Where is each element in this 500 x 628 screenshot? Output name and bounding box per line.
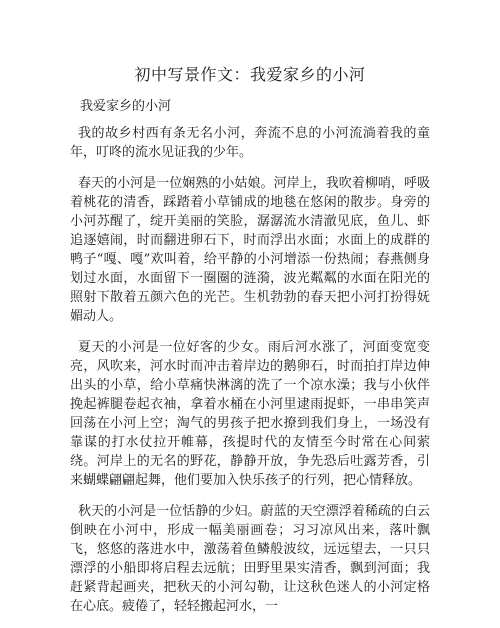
document-body: [70, 124, 430, 628]
document-subtitle: 我爱家乡的小河: [80, 99, 172, 114]
paragraph-summer: 夏天的小河是一位好客的少女。雨后河水涨了，河面变宽变亮，风吹来，河水时而冲击着岸边的鹅卵石，时而拍打岸边伸出头的小草，给小草痛快淋漓的洗了一个凉水澡；我与小伙伴挽起裤腿卷起衣袖，拿着水桶在小河里逮雨捉虾，一串串笑声回荡在小河上空；淘气的男孩子把水撩到我们身上，一场没有靠谋的打水仗拉开帷幕，孩提时代的友情至今时常在心间萦绕。河岸上的无名的野花，静静开放，争先恐后吐露芳香，引来蝴蝶翩翩起舞，他们要加入快乐孩子的行列，把心情释放。: [70, 340, 430, 488]
paragraph-spring: 春天的小河是一位娴熟的小姑娘。河岸上，我吹着柳哨，呼吸着桃花的清香，踩踏着小草铺成的地毯在悠闲的散步。身旁的小河苏醒了，绽开美丽的笑脸，潺潺流水清澈见底，鱼儿、虾追逐嬉闹，时而翻进卵石下，时而浮出水面；水面上的成群的鸭子“嘎、嘎”欢叫着，给平静的小河增添一份热闹；春燕侧身划过水面，水面留下一圈圈的涟漪，波光粼粼的水面在阳光的照射下散着五颜六色的光芒。生机勃勃的春天把小河打扮得妩媚动人。: [70, 176, 430, 324]
paragraph-autumn: 秋天的小河是一位恬静的少妇。蔚蓝的天空漂浮着稀疏的白云倒映在小河中，形成一幅美丽画卷；习习凉风出来，落叶飘飞，悠悠的落进水中，激荡着鱼鳞般波纹，远远望去，一只只漂浮的小船即将启程去远航；田野里果实清香，飘到河面；我赶紧背起画夹，把秋天的小河勾勒，让这秋色迷人的小河定格在心底。疲倦了，轻轻搬起河水，一: [70, 504, 430, 614]
paragraph-intro: 我的故乡村西有条无名小河，奔流不息的小河流淌着我的童年，叮咚的流水见证我的少年。: [70, 126, 430, 160]
document-title: 初中写景作文：我爱家乡的小河: [134, 65, 366, 84]
